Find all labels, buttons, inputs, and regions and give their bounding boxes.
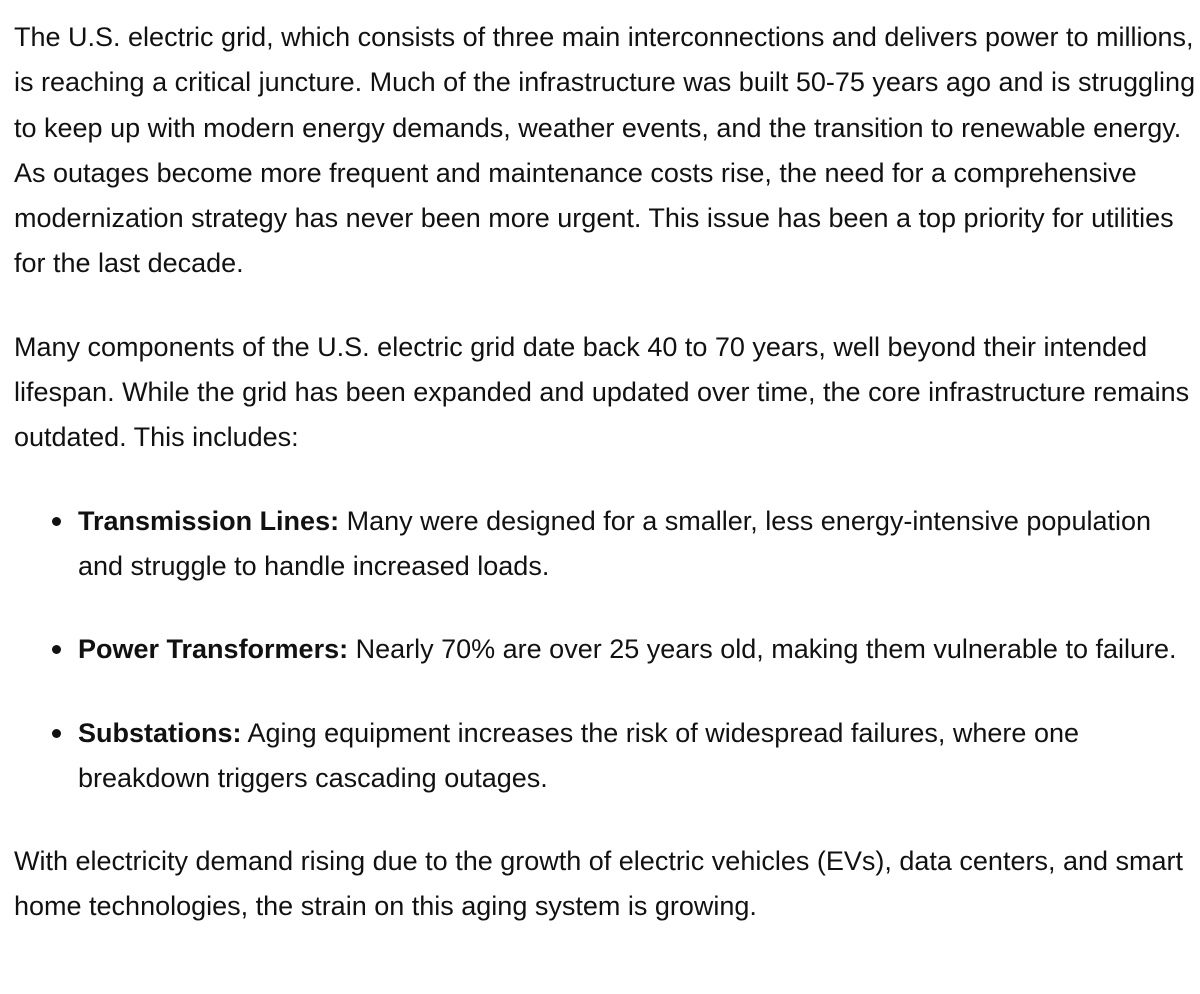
- list-item: [14, 711, 1200, 802]
- components-list: [14, 499, 1200, 801]
- list-item-description: Nearly 70% are over 25 years old, making them vulnerable to failure.: [348, 634, 1177, 665]
- bullet-icon: [52, 645, 61, 654]
- list-item: [14, 627, 1200, 672]
- bullet-icon: [52, 517, 61, 526]
- list-item: [14, 499, 1200, 590]
- intro-paragraph: The U.S. electric grid, which consists of three main interconnections and delivers power to millions, is reaching a critical juncture. Much of the infrastructure was built 50-75 years ago and is struggling to keep up with modern energy demands, weather events, and the transition to renewable energy. As outages become more frequent and maintenance costs rise, the need for a comprehensive modernization strategy has never been more urgent. This issue has been a top priority for utilities for the last decade.: [14, 22, 1196, 279]
- list-item-description: Many were designed for a smaller, less energy-intensive population and struggle to handle increased loads.: [78, 505, 1152, 581]
- list-item-description: Aging equipment increases the risk of widespread failures, where one breakdown triggers cascading outages.: [78, 717, 1079, 793]
- list-item-term: Transmission Lines:: [78, 505, 340, 536]
- list-item-term: Substations:: [78, 717, 242, 748]
- conclusion-paragraph: With electricity demand rising due to the growth of electric vehicles (EVs), data centers, and smart home technologies, the strain on this aging system is growing.: [14, 846, 1184, 922]
- components-intro-paragraph: Many components of the U.S. electric grid date back 40 to 70 years, well beyond their intended lifespan. While the grid has been expanded and updated over time, the core infrastructure remains outdated. This includes:: [14, 331, 1190, 453]
- list-item-term: Power Transformers:: [78, 634, 349, 665]
- bullet-icon: [52, 729, 61, 738]
